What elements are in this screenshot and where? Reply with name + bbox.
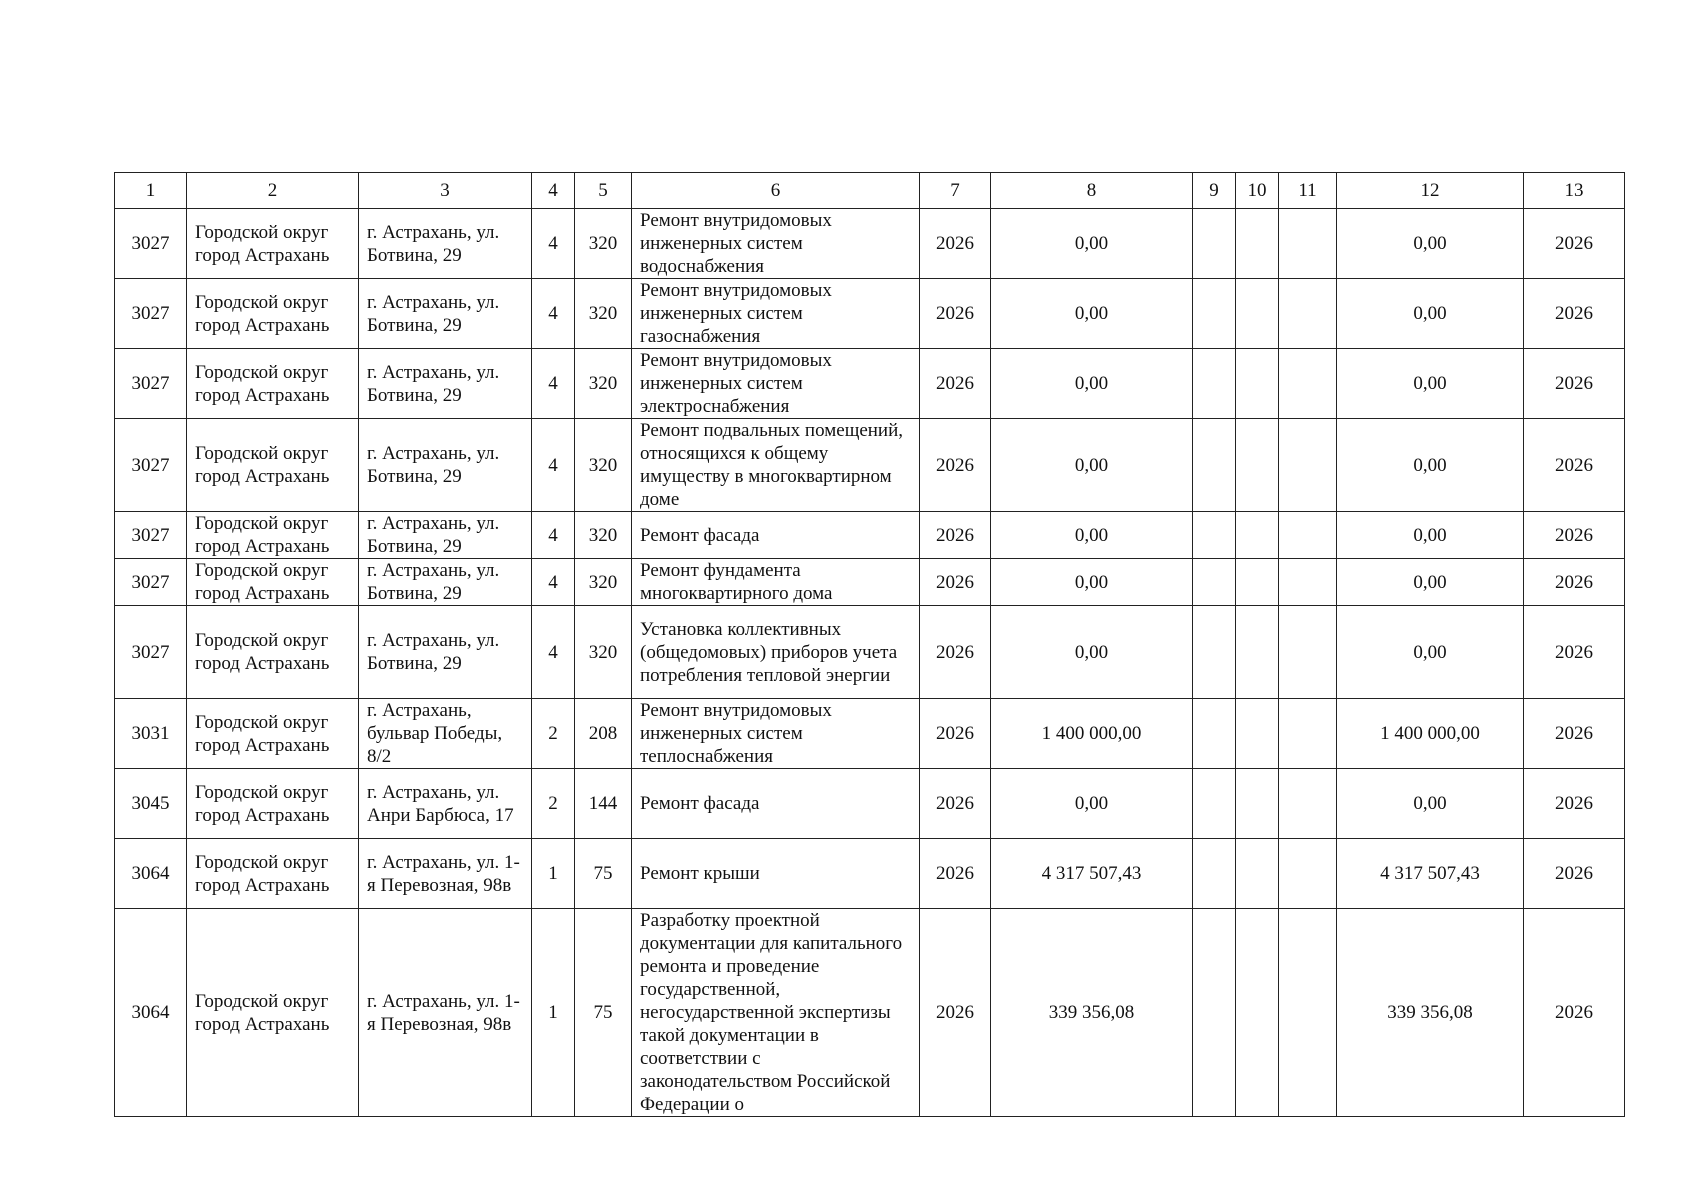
cell-col5: 320	[575, 606, 632, 699]
cell-cost: 0,00	[991, 209, 1193, 279]
cell-end-year: 2026	[1524, 349, 1625, 419]
cell-end-year: 2026	[1524, 512, 1625, 559]
cell-col9	[1193, 769, 1236, 839]
cell-work-type: Ремонт внутридомовых инженерных систем теплоснабжения	[632, 699, 920, 769]
cell-work-type: Ремонт фасада	[632, 769, 920, 839]
cell-id: 3027	[115, 559, 187, 606]
cell-col11	[1279, 769, 1337, 839]
cell-end-year: 2026	[1524, 559, 1625, 606]
table-row	[115, 279, 1625, 349]
table-header-row	[115, 173, 1625, 209]
cell-col10	[1236, 769, 1279, 839]
cell-col5: 320	[575, 349, 632, 419]
cell-municipality: Городской округ город Астрахань	[187, 606, 359, 699]
cell-col11	[1279, 699, 1337, 769]
column-header: 11	[1279, 173, 1337, 209]
cell-municipality: Городской округ город Астрахань	[187, 699, 359, 769]
table-row	[115, 909, 1625, 1117]
cell-year: 2026	[920, 349, 991, 419]
column-header: 8	[991, 173, 1193, 209]
cell-municipality: Городской округ город Астрахань	[187, 559, 359, 606]
cell-cost: 0,00	[991, 349, 1193, 419]
cell-col4: 4	[532, 606, 575, 699]
column-header: 13	[1524, 173, 1625, 209]
cell-total: 0,00	[1337, 419, 1524, 512]
cell-municipality: Городской округ город Астрахань	[187, 769, 359, 839]
table-row	[115, 699, 1625, 769]
cell-municipality: Городской округ город Астрахань	[187, 349, 359, 419]
table-row	[115, 209, 1625, 279]
cell-id: 3064	[115, 839, 187, 909]
cell-year: 2026	[920, 699, 991, 769]
cell-end-year: 2026	[1524, 606, 1625, 699]
cell-col4: 1	[532, 909, 575, 1117]
cell-col10	[1236, 606, 1279, 699]
cell-municipality: Городской округ город Астрахань	[187, 839, 359, 909]
cell-address: г. Астрахань, ул. 1-я Перевозная, 98в	[359, 909, 532, 1117]
cell-year: 2026	[920, 839, 991, 909]
cell-cost: 0,00	[991, 606, 1193, 699]
cell-address: г. Астрахань, ул. Анри Барбюса, 17	[359, 769, 532, 839]
cell-col5: 75	[575, 839, 632, 909]
table-row	[115, 349, 1625, 419]
cell-cost: 0,00	[991, 769, 1193, 839]
cell-col11	[1279, 209, 1337, 279]
cell-id: 3064	[115, 909, 187, 1117]
cell-col4: 4	[532, 419, 575, 512]
cell-id: 3027	[115, 419, 187, 512]
table-row	[115, 419, 1625, 512]
cell-total: 4 317 507,43	[1337, 839, 1524, 909]
cell-id: 3027	[115, 279, 187, 349]
cell-id: 3027	[115, 606, 187, 699]
cell-col10	[1236, 839, 1279, 909]
column-header: 9	[1193, 173, 1236, 209]
cell-col9	[1193, 909, 1236, 1117]
cell-cost: 1 400 000,00	[991, 699, 1193, 769]
cell-col4: 1	[532, 839, 575, 909]
column-header: 1	[115, 173, 187, 209]
cell-total: 0,00	[1337, 279, 1524, 349]
cell-col4: 4	[532, 512, 575, 559]
cell-address: г. Астрахань, ул. Ботвина, 29	[359, 419, 532, 512]
cell-address: г. Астрахань, ул. Ботвина, 29	[359, 349, 532, 419]
cell-id: 3045	[115, 769, 187, 839]
cell-col9	[1193, 419, 1236, 512]
cell-cost: 0,00	[991, 279, 1193, 349]
cell-col5: 320	[575, 209, 632, 279]
cell-col4: 2	[532, 769, 575, 839]
cell-end-year: 2026	[1524, 699, 1625, 769]
cell-total: 0,00	[1337, 769, 1524, 839]
cell-address: г. Астрахань, ул. Ботвина, 29	[359, 279, 532, 349]
column-header: 7	[920, 173, 991, 209]
cell-col5: 320	[575, 279, 632, 349]
cell-work-type: Ремонт фасада	[632, 512, 920, 559]
column-header: 4	[532, 173, 575, 209]
cell-col4: 4	[532, 559, 575, 606]
repair-program-table	[114, 172, 1625, 1117]
cell-col9	[1193, 699, 1236, 769]
cell-year: 2026	[920, 512, 991, 559]
cell-col9	[1193, 279, 1236, 349]
cell-col10	[1236, 909, 1279, 1117]
cell-year: 2026	[920, 559, 991, 606]
cell-col9	[1193, 559, 1236, 606]
cell-work-type: Ремонт внутридомовых инженерных систем газоснабжения	[632, 279, 920, 349]
cell-cost: 4 317 507,43	[991, 839, 1193, 909]
cell-id: 3027	[115, 209, 187, 279]
cell-end-year: 2026	[1524, 839, 1625, 909]
cell-total: 0,00	[1337, 209, 1524, 279]
cell-col9	[1193, 512, 1236, 559]
cell-col5: 320	[575, 512, 632, 559]
cell-end-year: 2026	[1524, 909, 1625, 1117]
cell-address: г. Астрахань, ул. Ботвина, 29	[359, 606, 532, 699]
cell-col11	[1279, 419, 1337, 512]
cell-col9	[1193, 839, 1236, 909]
cell-work-type: Ремонт внутридомовых инженерных систем водоснабжения	[632, 209, 920, 279]
cell-col11	[1279, 559, 1337, 606]
cell-work-type: Ремонт подвальных помещений, относящихся к общему имуществу в многоквартирном доме	[632, 419, 920, 512]
cell-col9	[1193, 349, 1236, 419]
cell-year: 2026	[920, 769, 991, 839]
cell-col4: 4	[532, 209, 575, 279]
cell-work-type: Ремонт внутридомовых инженерных систем электроснабжения	[632, 349, 920, 419]
cell-total: 0,00	[1337, 349, 1524, 419]
cell-municipality: Городской округ город Астрахань	[187, 909, 359, 1117]
cell-col11	[1279, 279, 1337, 349]
cell-col5: 320	[575, 419, 632, 512]
cell-col5: 75	[575, 909, 632, 1117]
cell-col10	[1236, 512, 1279, 559]
table-row	[115, 606, 1625, 699]
cell-address: г. Астрахань, ул. Ботвина, 29	[359, 559, 532, 606]
cell-total: 0,00	[1337, 559, 1524, 606]
column-header: 2	[187, 173, 359, 209]
cell-col5: 208	[575, 699, 632, 769]
cell-col5: 144	[575, 769, 632, 839]
cell-id: 3027	[115, 349, 187, 419]
cell-end-year: 2026	[1524, 419, 1625, 512]
column-header: 6	[632, 173, 920, 209]
cell-work-type: Ремонт фундамента многоквартирного дома	[632, 559, 920, 606]
column-header: 3	[359, 173, 532, 209]
cell-end-year: 2026	[1524, 279, 1625, 349]
cell-year: 2026	[920, 209, 991, 279]
cell-col10	[1236, 349, 1279, 419]
cell-col10	[1236, 209, 1279, 279]
cell-id: 3031	[115, 699, 187, 769]
cell-col10	[1236, 699, 1279, 769]
cell-col4: 4	[532, 349, 575, 419]
cell-col11	[1279, 839, 1337, 909]
cell-address: г. Астрахань, ул. Ботвина, 29	[359, 209, 532, 279]
cell-year: 2026	[920, 909, 991, 1117]
cell-municipality: Городской округ город Астрахань	[187, 419, 359, 512]
cell-cost: 339 356,08	[991, 909, 1193, 1117]
cell-col5: 320	[575, 559, 632, 606]
cell-municipality: Городской округ город Астрахань	[187, 279, 359, 349]
cell-col9	[1193, 606, 1236, 699]
table-row	[115, 839, 1625, 909]
cell-work-type: Установка коллективных (общедомовых) приборов учета потребления тепловой энергии	[632, 606, 920, 699]
cell-col4: 2	[532, 699, 575, 769]
cell-col4: 4	[532, 279, 575, 349]
cell-total: 339 356,08	[1337, 909, 1524, 1117]
document-page	[114, 172, 1625, 1117]
cell-cost: 0,00	[991, 559, 1193, 606]
cell-total: 0,00	[1337, 606, 1524, 699]
cell-year: 2026	[920, 606, 991, 699]
column-header: 10	[1236, 173, 1279, 209]
cell-col10	[1236, 279, 1279, 349]
cell-year: 2026	[920, 419, 991, 512]
cell-address: г. Астрахань, ул. Ботвина, 29	[359, 512, 532, 559]
cell-col11	[1279, 909, 1337, 1117]
cell-municipality: Городской округ город Астрахань	[187, 512, 359, 559]
cell-id: 3027	[115, 512, 187, 559]
cell-col11	[1279, 512, 1337, 559]
cell-end-year: 2026	[1524, 769, 1625, 839]
cell-total: 0,00	[1337, 512, 1524, 559]
cell-address: г. Астрахань, бульвар Победы, 8/2	[359, 699, 532, 769]
column-header: 12	[1337, 173, 1524, 209]
cell-col10	[1236, 419, 1279, 512]
cell-cost: 0,00	[991, 419, 1193, 512]
cell-cost: 0,00	[991, 512, 1193, 559]
cell-col11	[1279, 606, 1337, 699]
cell-col11	[1279, 349, 1337, 419]
cell-municipality: Городской округ город Астрахань	[187, 209, 359, 279]
cell-col9	[1193, 209, 1236, 279]
cell-year: 2026	[920, 279, 991, 349]
cell-address: г. Астрахань, ул. 1-я Перевозная, 98в	[359, 839, 532, 909]
cell-work-type: Ремонт крыши	[632, 839, 920, 909]
cell-col10	[1236, 559, 1279, 606]
table-row	[115, 769, 1625, 839]
table-row	[115, 559, 1625, 606]
column-header: 5	[575, 173, 632, 209]
cell-total: 1 400 000,00	[1337, 699, 1524, 769]
cell-work-type: Разработку проектной документации для капитального ремонта и проведение государственной, негосударственной экспертизы такой документации в соответствии с законодательством Российской Федерации о	[632, 909, 920, 1117]
cell-end-year: 2026	[1524, 209, 1625, 279]
table-row	[115, 512, 1625, 559]
